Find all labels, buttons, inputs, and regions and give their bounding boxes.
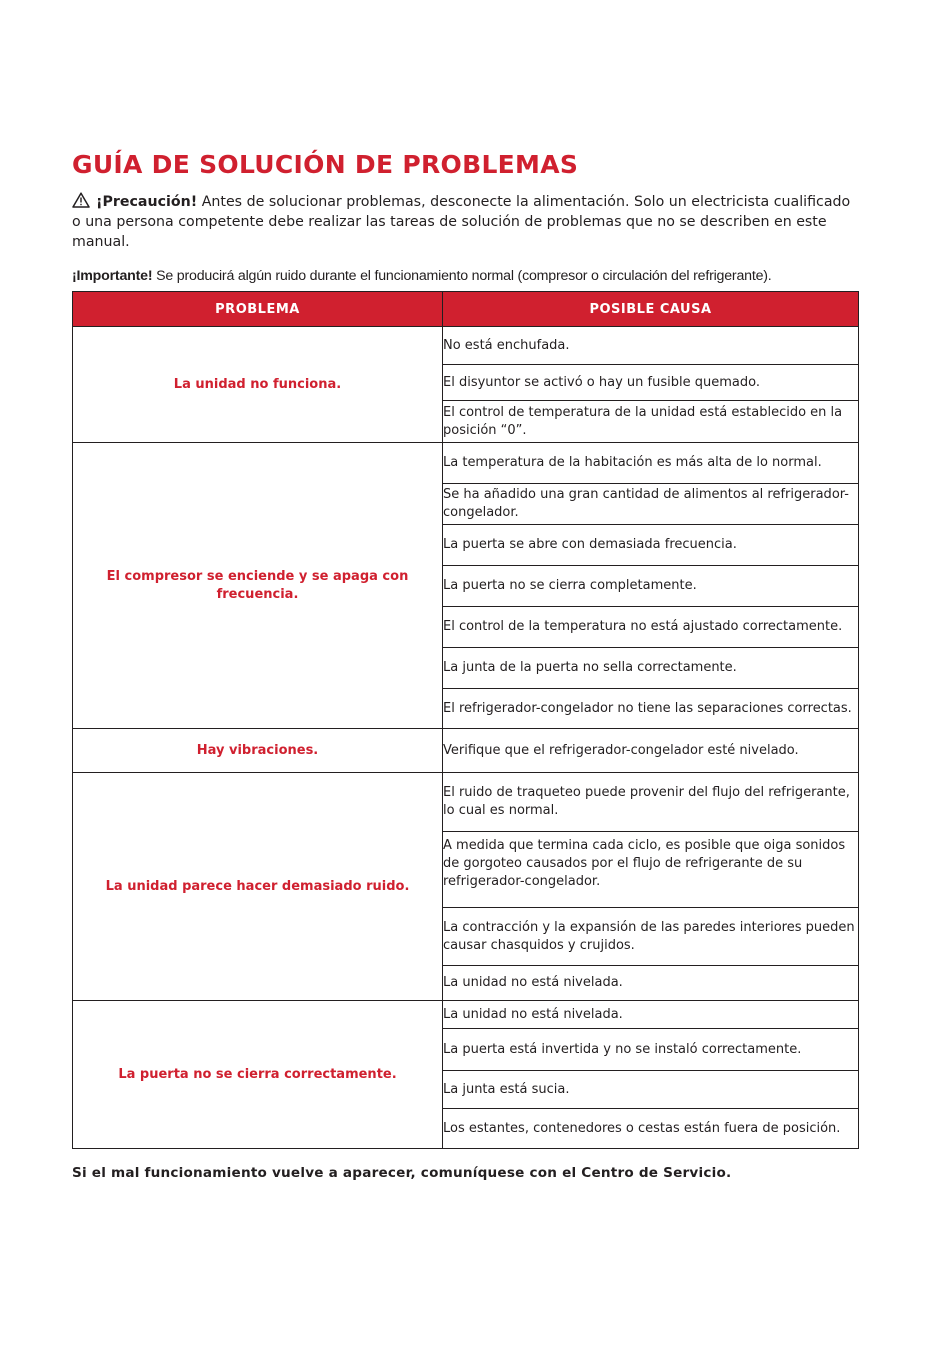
problem-cell: Hay vibraciones. <box>73 729 443 773</box>
cause-cell: La junta está sucia. <box>443 1071 859 1109</box>
table-row <box>73 443 859 484</box>
table-row <box>73 729 859 773</box>
cause-cell: El control de temperatura de la unidad está establecido en la posición “0”. <box>443 401 859 443</box>
cause-cell: La junta de la puerta no sella correctamente. <box>443 648 859 689</box>
cause-cell: La contracción y la expansión de las paredes interiores pueden causar chasquidos y crujidos. <box>443 908 859 966</box>
table-header-row <box>73 292 859 327</box>
problem-cell: La unidad parece hacer demasiado ruido. <box>73 773 443 1001</box>
cause-cell: La puerta no se cierra completamente. <box>443 566 859 607</box>
problem-cell: El compresor se enciende y se apaga con frecuencia. <box>73 443 443 729</box>
caution-label: ¡Precaución! <box>96 194 198 210</box>
cause-cell: El ruido de traqueteo puede provenir del flujo del refrigerante, lo cual es normal. <box>443 773 859 832</box>
cause-cell: La temperatura de la habitación es más alta de lo normal. <box>443 443 859 484</box>
cause-cell: El disyuntor se activó o hay un fusible quemado. <box>443 365 859 401</box>
caution-text: Antes de solucionar problemas, desconecte la alimentación. Solo un electricista cualificado o una persona competente debe realizar las tareas de solución de problemas que no se describen en este manual. <box>72 194 851 250</box>
cause-cell: La puerta se abre con demasiada frecuencia. <box>443 525 859 566</box>
cause-cell: Verifique que el refrigerador-congelador esté nivelado. <box>443 729 859 773</box>
cause-cell: La puerta está invertida y no se instaló correctamente. <box>443 1029 859 1071</box>
caution-notice <box>72 192 862 252</box>
table-row <box>73 773 859 832</box>
important-text: Se producirá algún ruido durante el funcionamiento normal (compresor o circulación del refrigerante). <box>156 268 772 284</box>
page-title: GUÍA DE SOLUCIÓN DE PROBLEMAS <box>72 150 579 179</box>
troubleshooting-table <box>72 291 859 1149</box>
important-notice <box>72 268 872 284</box>
cause-cell: Se ha añadido una gran cantidad de alimentos al refrigerador-congelador. <box>443 484 859 525</box>
cause-cell: A medida que termina cada ciclo, es posible que oiga sonidos de gorgoteo causados por el flujo de refrigerante de su refrigerador-congelador. <box>443 832 859 908</box>
header-cause: POSIBLE CAUSA <box>443 292 859 327</box>
cause-cell: El control de la temperatura no está ajustado correctamente. <box>443 607 859 648</box>
service-footer-note: Si el mal funcionamiento vuelve a aparecer, comuníquese con el Centro de Servicio. <box>72 1165 732 1181</box>
cause-cell: La unidad no está nivelada. <box>443 1001 859 1029</box>
cause-cell: La unidad no está nivelada. <box>443 966 859 1001</box>
header-problem: PROBLEMA <box>73 292 443 327</box>
cause-cell: El refrigerador-congelador no tiene las separaciones correctas. <box>443 689 859 729</box>
table-row <box>73 1001 859 1029</box>
table-row <box>73 327 859 365</box>
problem-cell: La puerta no se cierra correctamente. <box>73 1001 443 1149</box>
important-label: ¡Importante! <box>72 268 153 284</box>
cause-cell: No está enchufada. <box>443 327 859 365</box>
cause-cell: Los estantes, contenedores o cestas están fuera de posición. <box>443 1109 859 1149</box>
warning-triangle-icon <box>72 192 90 208</box>
problem-cell: La unidad no funciona. <box>73 327 443 443</box>
